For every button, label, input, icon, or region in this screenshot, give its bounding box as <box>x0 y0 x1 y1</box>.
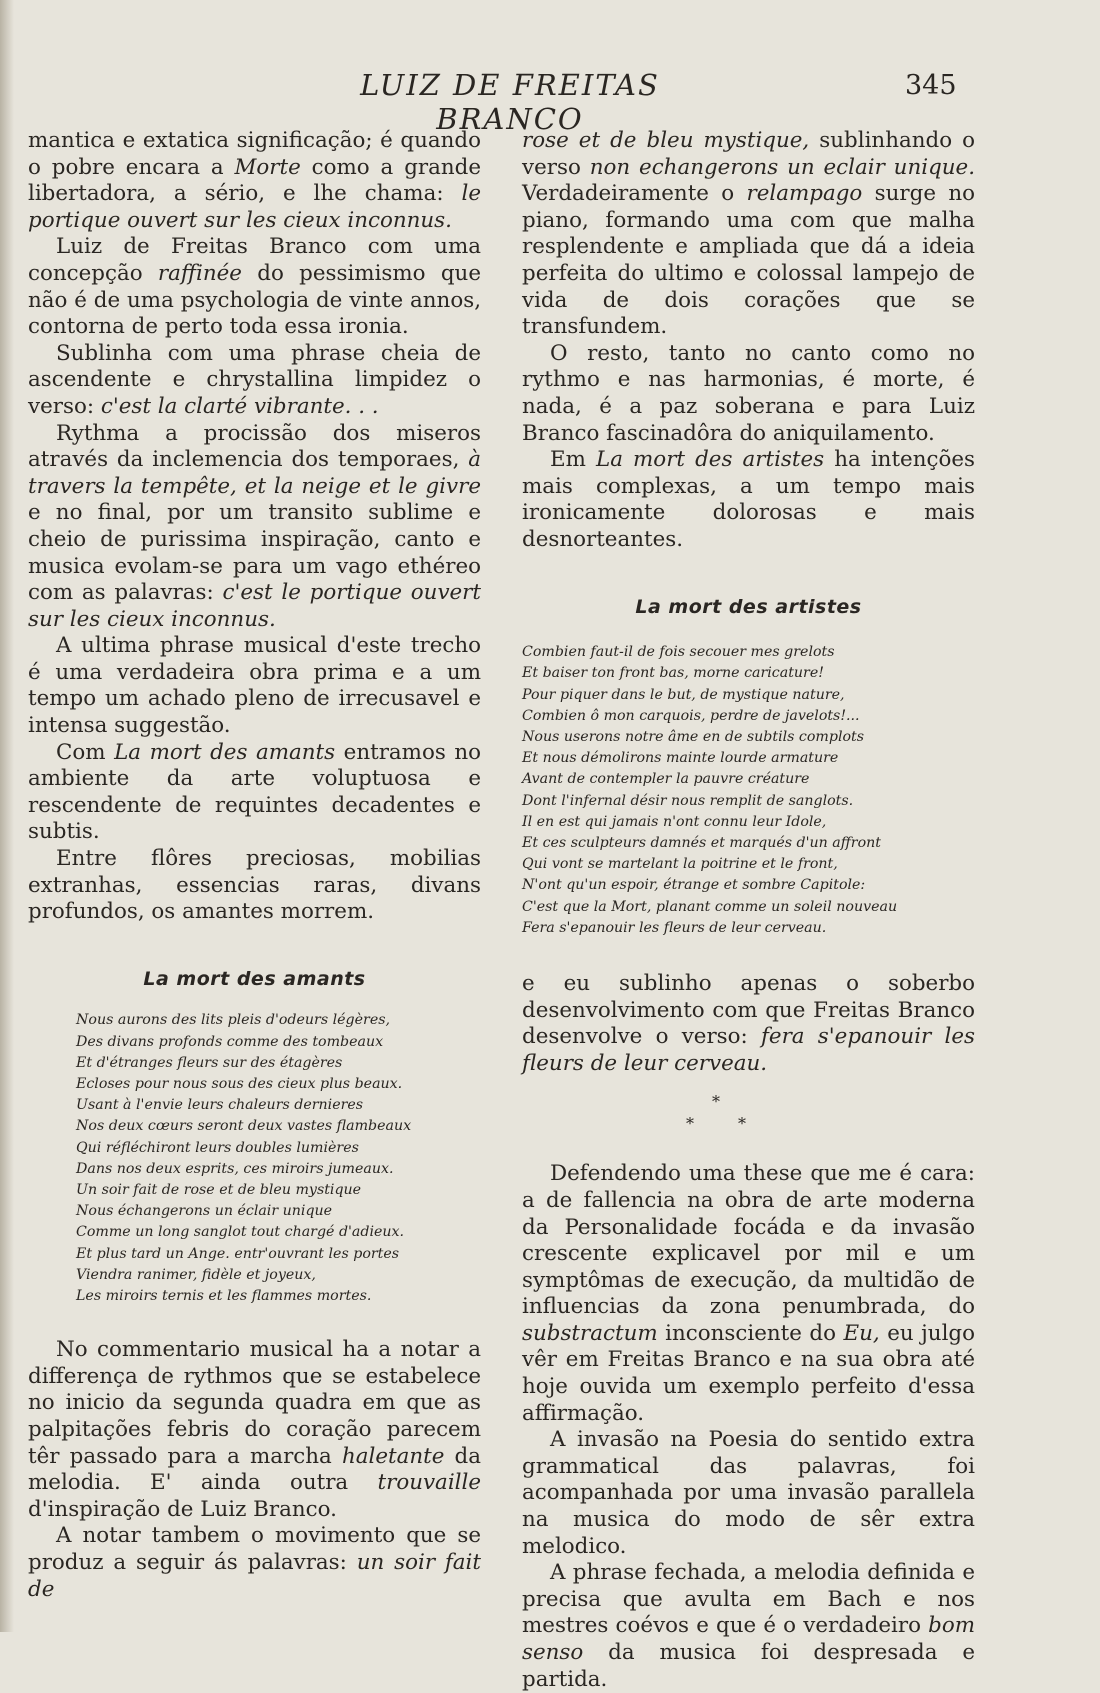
italic-phrase: rose et de bleu mystique, <box>522 128 810 153</box>
paragraph: mantica e extatica significação; é quando o pobre encara a Morte como a grande libertadora, a sério, e lhe chama: le portique ouvert sur les cieux inconnus. <box>28 128 481 233</box>
poem-line: Dont l'infernal désir nous remplit de sanglots. <box>522 792 854 809</box>
paragraph: Rythma a procissão dos miseros através da inclemencia dos temporaes, à travers la tempête, et la neige et le givre e no final, por um transito sublime e cheio de purissima inspiração, canto e musica evolam-se para um vago ethéreo com as palavras: c'est le portique ouvert sur les cieux inconnus. <box>28 420 482 632</box>
paragraph: A ultima phrase musical d'este trecho é uma verdadeira obra prima e a um tempo um achado pleno de irrecusavel e intensa suggestão. <box>28 633 481 739</box>
italic-phrase: La mort des artistes <box>595 447 825 473</box>
paragraph: Defendendo uma these que me é cara: a de fallencia na obra de arte moderna da Personalidade focáda e da invasão crescente explicavel por mil e um symptômas de execução, da multidão de influencias da zona penumbrada, do substractum inconsciente do Eu, eu julgo vêr em Freitas Branco e na sua obra até hoje ouvida um exemplo perfeito d'essa affirmação. <box>522 1161 975 1426</box>
italic-phrase: La mort des amants <box>114 739 336 765</box>
poem-line: Pour piquer dans le but, de mystique nature, <box>522 686 845 703</box>
asterisk: * <box>712 1092 720 1112</box>
paragraph: Em La mort des artistes ha intenções mais complexas, a um tempo mais ironicamente dolorosas e mais desnorteantes. <box>522 447 975 552</box>
paragraph: Com La mort des amants entramos no ambiente da arte voluptuosa e rescendente de requintes decadentes e subtis. <box>28 739 482 845</box>
poem-line: Il en est qui jamais n'ont connu leur Idole, <box>522 813 827 830</box>
italic-phrase: bom senso <box>522 1613 975 1665</box>
italic-phrase: c'est la clarté vibrante. . . <box>100 393 379 419</box>
paragraph: Luiz de Freitas Branco com uma concepção raffinée do pessimismo que não é de uma psychologia de vinte annos, contorna de perto toda essa ironia. <box>28 234 481 340</box>
poem-line: Et baiser ton front bas, morne caricature! <box>522 665 824 682</box>
poem-line: Combien ô mon carquois, perdre de javelots!... <box>522 707 860 724</box>
poem-line: Et ces sculpteurs damnés et marqués d'un affront <box>522 834 881 851</box>
italic-phrase: raffinée <box>157 260 242 286</box>
left-column <box>28 128 481 1603</box>
italic-phrase: non echangerons un eclair unique. <box>589 154 976 180</box>
poem-line: Avant de contempler la pauvre créature <box>522 771 810 788</box>
italic-phrase: fera s'epanouir les fleurs de leur cerveau. <box>522 1024 976 1076</box>
section-separator-asterisks <box>522 1089 975 1153</box>
poem-line: Des divans profonds comme des tombeaux <box>76 1033 384 1050</box>
poem-line: Dans nos deux esprits, ces miroirs jumeaux. <box>76 1160 394 1177</box>
poem-line: Et nous démolirons mainte lourde armature <box>522 750 839 767</box>
paragraph: A invasão na Poesia do sentido extra grammatical das palavras, foi acompanhada por uma invasão parallela na musica do modo de sêr extra melodico. <box>522 1427 975 1559</box>
poem-line: Usant à l'envie leurs chaleurs dernieres <box>76 1097 364 1114</box>
poem-line: Nous échangerons un éclair unique <box>76 1203 333 1220</box>
poem-line: N'ont qu'un espoir, étrange et sombre Capitole: <box>522 877 866 894</box>
italic-phrase: trouvaille <box>377 1470 481 1496</box>
paragraph: A notar tambem o movimento que se produz a seguir ás palavras: un soir fait de <box>28 1523 481 1602</box>
poem <box>522 642 975 939</box>
poem-title: La mort des artistes <box>635 595 862 618</box>
running-header-title: LUIZ DE FREITAS BRANCO <box>360 68 660 136</box>
italic-phrase: haletante <box>341 1443 445 1469</box>
page-binding-edge <box>0 0 14 1632</box>
poem-line: Nous userons notre âme en de subtils complots <box>522 728 865 745</box>
poem-title: La mort des amants <box>143 967 366 990</box>
paragraph: A phrase fechada, a melodia definida e precisa que avulta em Bach e nos mestres coévos e que é o verdadeiro bom senso da musica foi despresada e partida. <box>522 1560 975 1692</box>
italic-phrase: le portique ouvert sur les cieux inconnus. <box>28 181 481 233</box>
italic-phrase: à travers la tempête, et la neige et le givre <box>28 447 481 499</box>
poem-line: Et d'étranges fleurs sur des étagères <box>76 1054 343 1071</box>
poem-line: Nos deux cœurs seront deux vastes flambeaux <box>76 1118 412 1135</box>
poem-line: C'est que la Mort, planant comme un soleil nouveau <box>522 898 898 915</box>
poem-line: Un soir fait de rose et de bleu mystique <box>76 1182 362 1199</box>
page-number: 345 <box>905 70 957 101</box>
asterisk: * <box>686 1114 694 1134</box>
poem-line: Ecloses pour nous sous des cieux plus beaux. <box>76 1076 403 1093</box>
paragraph: e eu sublinho apenas o soberbo desenvolvimento com que Freitas Branco desenvolve o verso: fera s'epanouir les fleurs de leur cerveau. <box>522 970 976 1076</box>
italic-phrase: Morte <box>234 154 301 180</box>
poem-line: Fera s'epanouir les fleurs de leur cerveau. <box>522 919 827 936</box>
italic-phrase: relampago <box>746 181 863 207</box>
italic-phrase: c'est le portique ouvert sur les cieux inconnus. <box>28 580 482 632</box>
italic-phrase: un soir fait de <box>28 1550 481 1602</box>
italic-phrase: Eu, <box>843 1320 880 1346</box>
paragraph: No commentario musical ha a notar a differença de rythmos que se estabelece no inicio da segunda quadra em que as palpitações febris do coração parecem têr passado para a marcha haletante da melodia. E' ainda outra trouvaille d'inspiração de Luiz Branco. <box>28 1337 481 1522</box>
italic-phrase: substractum <box>522 1320 658 1346</box>
paragraph: O resto, tanto no canto como no rythmo e nas harmonias, é morte, é nada, é a paz soberana e para Luiz Branco fascinadôra do aniquilamento. <box>522 340 975 446</box>
paragraph: Sublinha com uma phrase cheia de ascendente e chrystallina limpidez o verso: c'est la clarté vibrante. . . <box>28 340 481 419</box>
paragraph: rose et de bleu mystique, sublinhando o verso non echangerons un eclair unique. Verdadeiramente o relampago surge no piano, formando uma com que malha resplendente e ampliada que dá a ideia perfeita do ultimo e colossal lampejo de vida de dois corações que se transfundem. <box>522 128 976 340</box>
poem <box>28 1010 481 1307</box>
poem-line: Qui réfléchiront leurs doubles lumières <box>76 1139 359 1156</box>
poem-line: Nous aurons des lits pleis d'odeurs légères, <box>76 1012 391 1029</box>
right-column <box>522 128 975 1693</box>
asterisk: * <box>738 1114 746 1134</box>
poem-line: Viendra ranimer, fidèle et joyeux, <box>76 1266 316 1283</box>
poem-line: Qui vont se martelant la poitrine et le front, <box>522 856 838 873</box>
poem-line: Comme un long sanglot tout chargé d'adieux. <box>76 1224 405 1241</box>
poem-line: Les miroirs ternis et les flammes mortes. <box>76 1288 372 1305</box>
paragraph: Entre flôres preciosas, mobilias extranhas, essencias raras, divans profundos, os amantes morrem. <box>28 846 481 925</box>
poem-line: Combien faut-il de fois secouer mes grelots <box>522 644 835 661</box>
poem-line: Et plus tard un Ange. entr'ouvrant les portes <box>76 1245 400 1262</box>
